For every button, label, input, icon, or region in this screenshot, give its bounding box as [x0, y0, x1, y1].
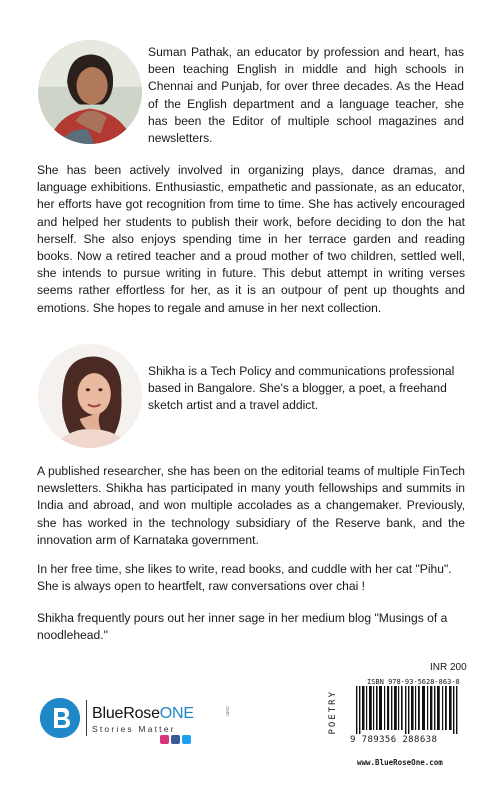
publisher-website: www.BlueRoseOne.com — [357, 758, 443, 767]
brand-name: BlueRose — [92, 705, 160, 722]
social-icons — [160, 735, 191, 744]
publisher-tagline: Stories Matter — [92, 724, 176, 734]
facebook-icon — [171, 735, 180, 744]
isbn-text: ISBN 978-93-5628-863-8 — [367, 678, 460, 686]
publisher-brand — [92, 705, 194, 723]
genre-label: POETRY — [328, 690, 338, 735]
author1-intro: Suman Pathak, an educator by profession and heart, has been teaching English in middle and high schools in Chennai and Punjab, for over three decades. As the Head of the English department and a language teacher, she has been the Editor of multiple school magazines and newsletters. — [148, 45, 464, 146]
twitter-icon — [182, 735, 191, 744]
price-label: INR 200 — [430, 662, 467, 673]
brand-domain: .com — [224, 705, 230, 716]
bluerose-logo-icon — [40, 698, 80, 738]
author2-intro: Shikha is a Tech Policy and communications professional based in Bangalore. She's a blogger, a poet, a freehand sketch artist and a travel addict. — [148, 364, 455, 413]
instagram-icon — [160, 735, 169, 744]
author1-portrait — [38, 40, 142, 144]
author2-paragraph-2: In her free time, she likes to write, read books, and cuddle with her cat "Pihu". She is always open to heartfelt, raw conversations over chai ! — [37, 562, 452, 594]
brand-suffix: ONE — [159, 705, 194, 722]
barcode — [356, 686, 458, 734]
author1-paragraph: She has been actively involved in organizing plays, dance dramas, and language exhibitions. Enthusiastic, empathetic and passionate, as an educator, her efforts have got recognition from time to time. She has actively encouraged and helped her students to publish their work, before deciding to don the hat herself. She also enjoys spending time in her terrace garden and reading books. Now a retired teacher and a proud mother of two children, settled well, she intends to pursue writing in future. This debut attempt in writing verses seems rather effortless for her, as it is an outpour of pent up thoughts and emotions. She hopes to regale and amuse in her next collection. — [37, 163, 465, 315]
logo-divider — [86, 700, 87, 736]
author2-portrait — [38, 344, 142, 448]
barcode-digits: 9 789356 288638 — [350, 735, 438, 745]
author2-paragraph-3: Shikha frequently pours out her inner sage in her medium blog "Musings of a noodlehead." — [37, 611, 448, 643]
author2-paragraph-1: A published researcher, she has been on the editorial teams of multiple FinTech newsletters. Shikha has participated in many youth fellowships and summits in India and abroad, and won multiple accolades as a changemaker. Previously, she has worked in the technology subsidiary of the Reserve bank, and the innovation arm of Karnataka government. — [37, 464, 465, 547]
